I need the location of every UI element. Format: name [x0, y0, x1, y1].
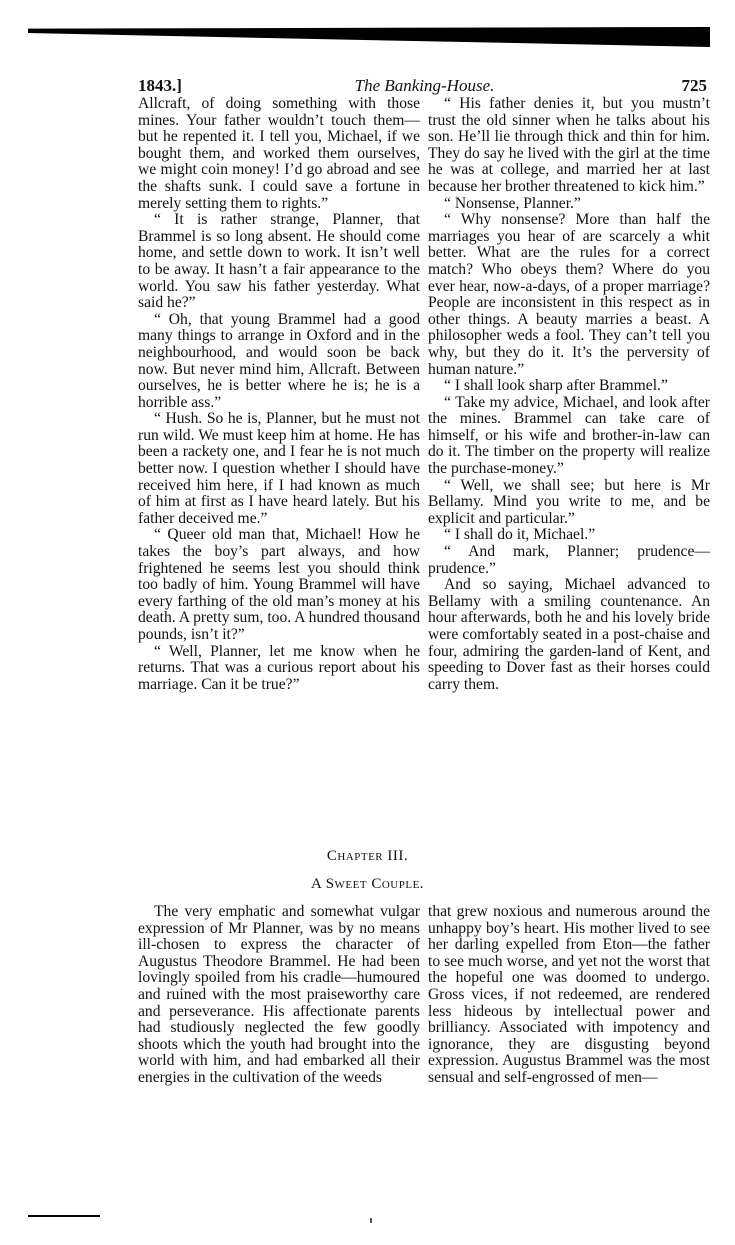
paragraph: “ And mark, Planner; prudence—prudence.”: [428, 543, 710, 577]
paragraph: “ Queer old man that, Michael! How he takes the boy’s part always, and how frightened he seems lest you should think too badly of him. Young Brammel will have every farthing of the old man’s money at his death. A pretty sum, too. A hundred thousand pounds, isn’t it?”: [138, 526, 420, 643]
paragraph: “ It is rather strange, Planner, that Brammel is so long absent. He should come home, and settle down to work. It isn’t well to be away. It hasn’t a fair appearance to the world. You saw his father yesterday. What said he?”: [138, 211, 420, 312]
left-column-bottom: [138, 904, 420, 1087]
paragraph: Allcraft, of doing something with those mines. Your father wouldn’t touch them—but he repented it. I tell you, Michael, if we bought them, and worked them ourselves, we might coin money! I’d go abroad and see the shafts sunk. I could save a fortune in merely setting them to rights.”: [138, 95, 420, 212]
header-running-title: The Banking-House.: [354, 76, 495, 95]
paragraph: The very emphatic and somewhat vulgar expression of Mr Planner, was by no means ill-chosen to express the character of Augustus Theodore Brammel. He had been lovingly spoiled from his cradle—humoured and ruined with the most praiseworthy care and perseverance. His affectionate parents had studiously neglected the few goodly shoots which the youth had brought into the world with him, and had embarked all their energies in the cultivation of the weeds: [138, 903, 420, 1086]
scan-edge-mark: [28, 1215, 100, 1217]
paragraph: “ I shall do it, Michael.”: [444, 526, 596, 544]
scan-edge-bar: [28, 27, 710, 47]
page-number: 725: [681, 76, 707, 95]
chapter-title: A Sweet Couple.: [310, 876, 425, 892]
paragraph: “ Well, we shall see; but here is Mr Bellamy. Mind you write to me, and be explicit and particular.”: [428, 476, 710, 527]
left-column-top: [138, 96, 420, 693]
scan-speck: [370, 1218, 372, 1223]
paragraph: “ Why nonsense? More than half the marriages you hear of are scarcely a whit better. What are the rules for a correct match? Who obeys them? Where do you ever hear, now-a-days, of a proper marriage? People are inconsistent in this respect as in other things. A beauty marries a beast. A philosopher weds a fool. They can’t tell you why, but they do it. It’s the perversity of human nature.”: [428, 211, 710, 378]
right-column-bottom: [428, 904, 710, 1087]
paragraph: “ Take my advice, Michael, and look after the mines. Brammel can take care of himself, or his wife and brother-in-law can do it. The timber on the property will realize the purchase-money.”: [428, 393, 710, 478]
paragraph: “ Hush. So he is, Planner, but he must not run wild. We must keep him at home. He has been a rackety one, and I fear he is not much better now. I question whether I should have received him here, if I had known as much of him at first as I have heard lately. But his father deceived me.”: [138, 410, 420, 527]
right-column-top: [428, 96, 710, 693]
running-header: [138, 76, 711, 96]
paragraph: “ Oh, that young Brammel had a good many things to arrange in Oxford and in the neighbourhood, and would soon be back now. But never mind him, Allcraft. Between ourselves, he is better where he is; he is a horrible ass.”: [138, 310, 420, 411]
chapter-number: Chapter III.: [326, 848, 409, 864]
paragraph: And so saying, Michael advanced to Bellamy with a smiling countenance. An hour afterwards, both he and his lovely bride were comfortably seated in a post-chaise and four, admiring the garden-land of Kent, and speeding to Dover fast as their horses could carry them.: [428, 576, 710, 693]
paragraph: that grew noxious and numerous around the unhappy boy’s heart. His mother lived to see her darling expelled from Eton—the father to see much worse, and yet not the worst that the hopeful one was doomed to undergo. Gross vices, if not redeemed, are rendered less hideous by intellectual power and brilliancy. Associated with impotency and ignorance, they are disgusting beyond expression. Augustus Brammel was the most sensual and self-engrossed of men—: [428, 903, 710, 1086]
paragraph: “ I shall look sharp after Brammel.”: [444, 377, 668, 395]
paragraph: “ Well, Planner, let me know when he returns. That was a curious report about his marriage. Can it be true?”: [138, 642, 420, 693]
paragraph: “ His father denies it, but you mustn’t trust the old sinner when he talks about his son. He’ll lie through thick and thin for him. They do say he lived with the girl at the time he was at college, and married her at last because her brother threatened to kick him.”: [428, 95, 710, 195]
header-year: 1843.]: [138, 76, 182, 95]
paragraph: “ Nonsense, Planner.”: [444, 194, 581, 212]
